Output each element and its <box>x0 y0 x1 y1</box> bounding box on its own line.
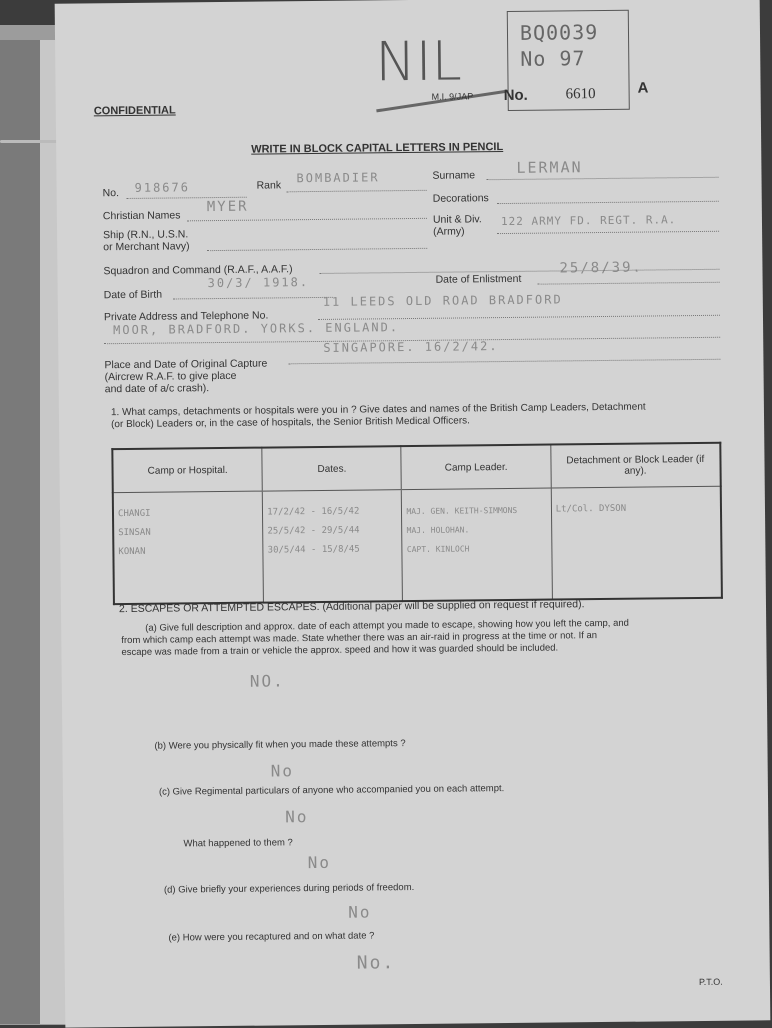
background-sheet-dark <box>0 40 40 1024</box>
q2-e: (e) How were you recaptured and on what date ? <box>168 930 375 944</box>
q2-c: (c) Give Regimental particulars of anyone who accompanied you on each attempt. <box>158 783 505 798</box>
capture-line <box>288 359 720 365</box>
date-entry: 30/5/44 - 15/8/45 <box>267 544 360 556</box>
q2-title: 2. ESCAPES OR ATTEMPTED ESCAPES. (Additional paper will be supplied on request if required). <box>118 598 585 616</box>
stamp-number-2: No 97 <box>520 46 586 71</box>
rank-value: BOMBADIER <box>296 170 380 186</box>
camps-table-header <box>112 443 720 493</box>
dob-label: Date of Birth <box>103 288 163 302</box>
date-entry: 25/5/42 - 29/5/44 <box>267 525 360 537</box>
detachment-cell <box>551 486 722 599</box>
col-dates: Dates. <box>262 446 402 491</box>
q2-a-3: escape was made from a train or vehicle the approx. speed and how it was guarded should be included. <box>121 642 559 659</box>
camps-table <box>111 442 723 605</box>
q2-d: (d) Give briefly your experiences during periods of freedom. <box>163 882 415 896</box>
leader-entry: MAJ. GEN. KEITH-SIMMONS <box>406 505 518 517</box>
decorations-label: Decorations <box>432 192 489 205</box>
number-label: No. <box>503 86 528 105</box>
dob-value: 30/3/ 1918. <box>207 275 310 291</box>
dates-cell <box>263 490 403 603</box>
q2-b-answer: No <box>270 761 295 781</box>
no-label: No. <box>102 187 120 200</box>
ship-label-1: Ship (R.N., U.S.N. <box>103 228 189 242</box>
leaders-cell <box>402 488 552 601</box>
form-title: WRITE IN BLOCK CAPITAL LETTERS IN PENCIL <box>251 141 504 156</box>
form-sheet <box>55 0 771 1028</box>
unit-value: 122 ARMY FD. REGT. R.A. <box>500 213 677 229</box>
rank-label: Rank <box>256 179 282 192</box>
camp-entry: SINSAN <box>118 527 151 539</box>
enlist-label: Date of Enlistment <box>435 272 522 286</box>
decorations-line <box>497 201 719 204</box>
address-value-2: MOOR, BRADFORD. YORKS. ENGLAND. <box>113 320 400 338</box>
christian-label: Christian Names <box>102 209 181 223</box>
address-value-1: 11 LEEDS OLD ROAD BRADFORD <box>322 292 563 309</box>
unit-label-1: Unit & Div. <box>432 213 482 226</box>
q2-b: (b) Were you physically fit when you made these attempts ? <box>154 738 406 752</box>
capture-label-3: and date of a/c crash). <box>104 382 210 396</box>
unit-label-2: (Army) <box>433 225 465 238</box>
series-letter: A <box>637 79 649 97</box>
surname-line <box>487 177 719 180</box>
address-line-1 <box>318 315 720 320</box>
no-value: 918676 <box>134 180 191 195</box>
q2-a-answer: NO. <box>249 671 285 691</box>
ship-label-2: or Merchant Navy) <box>103 240 190 254</box>
rank-line <box>287 190 427 192</box>
dob-line <box>173 297 333 300</box>
col-camp: Camp or Hospital. <box>112 448 262 493</box>
camps-cell <box>113 491 264 604</box>
leader-entry: CAPT. KINLOCH <box>406 544 470 555</box>
christian-line <box>187 218 427 222</box>
enlist-line <box>538 282 720 285</box>
camps-table-row <box>113 486 722 604</box>
q2-e-answer: No. <box>356 952 396 974</box>
pto-label: P.T.O. <box>698 976 723 988</box>
capture-value: SINGAPORE. 16/2/42. <box>323 339 499 355</box>
col-leader: Camp Leader. <box>401 445 551 490</box>
detachment-entry: Lt/Col. DYSON <box>555 503 627 515</box>
capture-label-1: Place and Date of Original Capture <box>104 357 268 372</box>
surname-value: LERMAN <box>516 158 583 177</box>
enlist-value: 25/8/39. <box>559 259 643 277</box>
squadron-label: Squadron and Command (R.A.F., A.A.F.) <box>103 263 293 278</box>
q2-a-2: from which camp each attempt was made. State whether there was an air-raid in progress at the time or not. If an <box>121 630 598 647</box>
stamp-number-1: BQ0039 <box>519 20 599 45</box>
q2-d-answer: No <box>348 902 372 922</box>
capture-label-2: (Aircrew R.A.F. to give place <box>104 369 237 384</box>
handwritten-nil: NIL <box>374 29 463 94</box>
ship-line <box>207 248 427 251</box>
christian-value: MYER <box>206 198 249 216</box>
mi9-reference: M.I. 9/JAP <box>431 91 474 102</box>
col-detachment: Detachment or Block Leader (if any). <box>550 443 720 488</box>
confidential-label: CONFIDENTIAL <box>93 104 176 118</box>
q1-text-1: 1. What camps, detachments or hospitals were you in ? Give dates and names of the British Camp Leaders, Detachment <box>110 401 646 419</box>
leader-entry: MAJ. HOLOHAN. <box>406 525 470 536</box>
surname-label: Surname <box>432 169 476 182</box>
q2-a-1: (a) Give full description and approx. date of each attempt you made to escape, showing how you left the camp, and <box>145 617 629 634</box>
q1-text-2: (or Block) Leaders or, in the case of hospitals, the Senior British Medical Officers. <box>111 415 470 431</box>
unit-line <box>497 231 719 234</box>
q2-c2: What happened to them ? <box>183 837 293 850</box>
number-value: 6610 <box>565 86 596 103</box>
date-entry: 17/2/42 - 16/5/42 <box>267 506 360 518</box>
camp-entry: CHANGI <box>117 508 151 520</box>
camp-entry: KONAN <box>118 546 146 558</box>
q2-c-answer: No <box>285 807 309 827</box>
address-label: Private Address and Telephone No. <box>103 309 269 324</box>
q2-c2-answer: No <box>307 852 332 873</box>
